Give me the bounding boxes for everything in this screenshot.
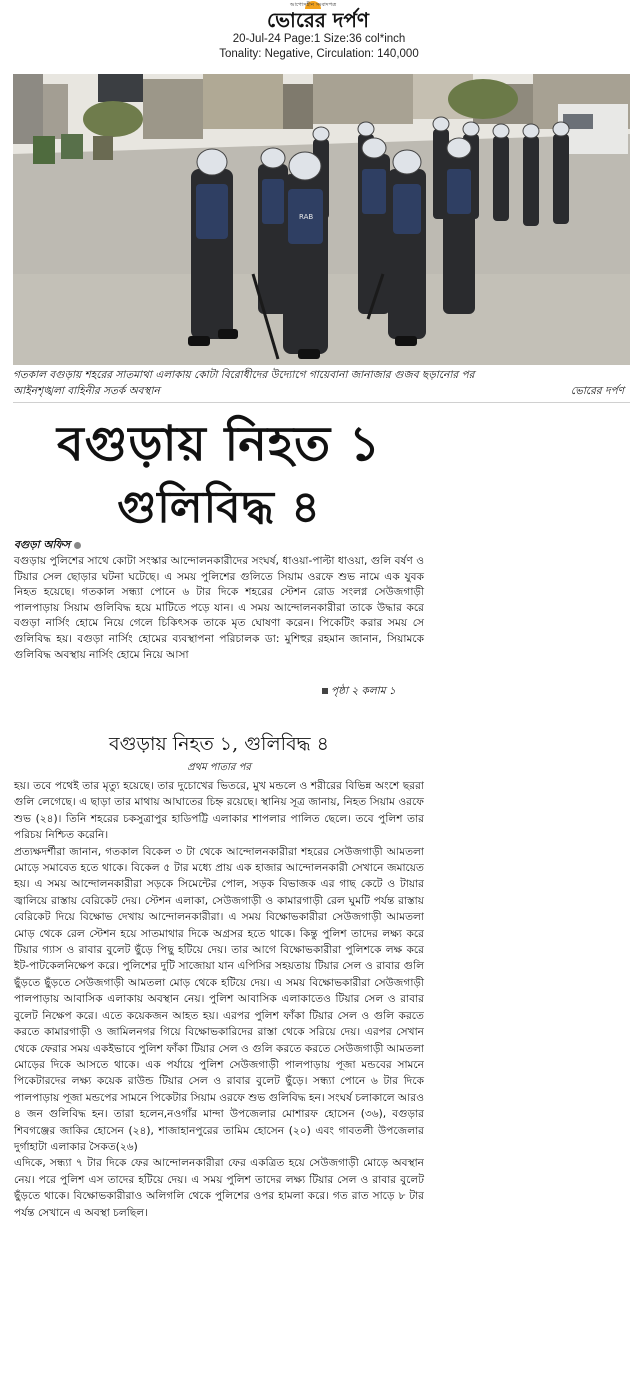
jump-text: পৃষ্ঠা ২ কলাম ১: [331, 685, 396, 697]
continuation-headline: বগুড়ায় নিহত ১, গুলিবিদ্ধ ৪: [109, 733, 329, 755]
caption-line-2: আইনশৃঙ্খলা বাহিনীর সতর্ক অবস্থান: [13, 385, 160, 397]
continuation-body: [14, 778, 424, 1221]
headline-line-2: গুলিবিদ্ধ ৪: [117, 482, 321, 533]
masthead-tagline: আপোসহীন সংবাদপত্র: [290, 2, 337, 8]
lead-story-body: বগুড়ায় পুলিশের সাথে কোটা সংস্কার আন্দোলনকারীদের সংঘর্ষ, ধাওয়া-পাল্টা ধাওয়া, গুলি বর্ষণ ও টিয়ার সেল ছোড়ার ঘটনা ঘটেছে। এ সময় পুলিশের গুলিতে সিয়াম ওরফে শুভ নামে এক যুবক নিহত হয়েছে। গতকাল সন্ধ্যা পোনে ৬ টার দিকে শহরের স্টেশন রোড সংলগ্ন সেউজগাড়ী পালপাড়ায় সিয়াম গুলিবিদ্ধ হয়ে মাটিতে পড়ে যান। এ সময় আন্দোলনকারীরা তাকে উদ্ধার করে বগুড়া নার্সিং হোমে নিয়ে গেলে চিকিৎসক তাকে মৃত ঘোষণা করেন। পিকেটিং করার সময় সে গুলিবিদ্ধ হয়। বগুড়া নার্সিং হোমের ব্যবস্থাপনা পরিচালক ডা: মুশিহুর রহমান জানান, সিয়ামকে গুলিবিদ্ধ অবস্থায় নার্সিং হোমে নিয়ে আসা: [14, 555, 424, 661]
divider: [13, 402, 630, 403]
photo-caption: [13, 367, 630, 399]
vest-label: RAB: [299, 213, 314, 221]
continuation-subhead: প্রথম পাতার পর: [187, 762, 251, 773]
news-photo: [13, 74, 630, 365]
headline-line-1: বগুড়ায় নিহত ১: [57, 416, 381, 472]
byline-text: বগুড়া অফিস: [14, 539, 71, 551]
byline: [14, 538, 81, 555]
jump-reference: [318, 684, 396, 701]
bullet-icon: [74, 542, 81, 549]
caption-line-1: গতকাল বগুড়ায় শহরের সাতমাথা এলাকায় কোটা বিরোধীদের উদ্যোগে গায়েবানা জানাজার গুজব ছড়ানোর পর: [13, 369, 475, 381]
date-page-size-line: 20-Jul-24 Page:1 Size:36 col*inch: [232, 33, 406, 45]
tonality-circulation-line: Tonality: Negative, Circulation: 140,000: [219, 48, 419, 60]
paragraph: হয়। তবে পথেই তার মৃত্যু হয়েছে। তার দুচোখের ভিতরে, মুখ মন্ডলে ও শরীরের বিভিন্ন অংশে ছররা গুলি লেগেছে। এ ছাড়া তার মাথায় আঘাতের চিহ্ন রয়েছে। স্থানিয় সূত্র জানায়, নিহত সিয়াম ওরফে শুভ (২৪)। তিনি শহরের চকসুত্রাপুর হাডিপট্টি এলাকার শাপলার পালিত ছেলে। তবে পুলিশ তার পরিচয় নিশ্চিত করেনি।: [14, 780, 424, 842]
paragraph: প্রত্যক্ষদর্শীরা জানান, গতকাল বিকেল ৩ টা থেকে আন্দোলনকারীরা শহরের সেউজগাড়ী আমতলা মোড়ে সমাবেত হতে থাকে। বিকেল ৫ টার মধ্যে প্রায় এক হাজার আন্দোলনকারী সেখানে জমায়েত হয়। এ সময় আন্দোলনকারীরা সড়কে সিমেন্টের পোল, সড়ক বিভাজক এর গাছ কেটে ও টায়ার জ্বালিয়ে রাস্তায় বেরিকেট দেয়। স্টেশন এলাকা, সেউজগাড়ী ও কামারগাড়ী রেল ঘুমটি পর্যন্ত রাস্তায় বেরিকেট দিয়ে বিক্ষোভ দেখায় আন্দোলনকারীরা। এ সময় বিক্ষোভকারীরা সেউজগাড়ী আমতলা মোড় থেকে রেল স্টেশন হয়ে সাতমাথার দিকে অগ্রসর হতে থাকে। কিন্তু পুলিশ তাদের লক্ষ্য করে টিয়ার গ্যাস ও রাবার বুলেট ছুঁড়ে পিছু হটিয়ে দেয়। তার আগে বিক্ষোভকারীরা পুলিশকে লক্ষ করে ইট-পাটকেলনিক্ষেপ করে। পুলিশের দুটি সাজোয়া যান এপিসির সহয়তায় টিয়ার সেল ও রাবার গুলি ছুঁড়তে ছুঁড়তে সেউজগাড়ী আমতলা মোড় থেকে হটিয়ে দেয়। এ সময় বিক্ষোভকারীরা সেউজগাড়ী পালপাড়ায় আবাসিক এলাকায় অবস্থান নেয়। পুলিশ আবাসিক এলাকাতেও টিয়ার সেল ও রাবার বুলেট নিক্ষেপ করে। এতে কয়েকজন আহত হয়। এরপর পুলিশ ফাঁকা টিয়ার সেল ও গুলি করতে করতে কামারগাড়ী ও জামিলনগর গিয়ে বিক্ষোভকারিদের রাস্তা থেকে সরিয়ে দেয়। এরপর সেখান থেকে ফেরার সময় একইভাবে পুলিশ ফাঁকা টিয়ার সেল ও গুলি করতে করতে সেউজগাড়ী আমতলা মোড়ের দিকে আসতে থাকে। এক পর্যায়ে পুলিশ সেউজগাড়ী পালপাড়ায় পূজা মন্ডবের সামনে পিকেটারদের লক্ষ্য কয়েক রাউন্ড টিয়ার সেল ও রাবার বুলেট ছুঁড়ে। সন্ধ্যা পোনে ৬ টার দিকে পালপাড়ায় পূজা মন্ডপের সামনে পিকেটার সিয়াম ওরফে শুভ গুলিবিদ্ধ হন। সংঘর্ষ চলাকালে আরও ৪ জন গুলিবিদ্ধ হন। তারা হলেন,নওগাঁর মান্দা উপজেলার মোশারফ হোসেন (৩৬), বগুড়ার শিবগঞ্জের জাকির হোসেন (২৪), শাজাহানপুরের তামিম হোসেন (২০) এবং গাবতলী উপজেলার দুর্গাহাটা এলাকার সৈকত(২৬): [14, 845, 424, 1153]
paragraph: এদিকে, সন্ধ্যা ৭ টার দিকে ফের আন্দোলনকারীরা ফের একত্রিত হয়ে সেউজগাড়ী মোড়ে অবস্থান নেয়। পরে পুলিশ এস তাদের হটিয়ে দেয়। এ সময় পুলিশ তাদের লক্ষ্য টিয়ার সেল ও রাবার বুলেট ছুঁড়তে থাকে। বিক্ষোভকারীরাও অলিগলি থেকে পুলিশের ওপর হামলা করে। গত রাত সাড়ে ৮ টার পর্যন্ত সেখানে এ অবস্থা চলছিল।: [14, 1157, 424, 1219]
photo-credit: ভোরের দর্পণ: [570, 385, 624, 397]
square-bullet-icon: [322, 688, 328, 694]
newspaper-logo: ভোরের দর্পণ: [267, 8, 369, 32]
